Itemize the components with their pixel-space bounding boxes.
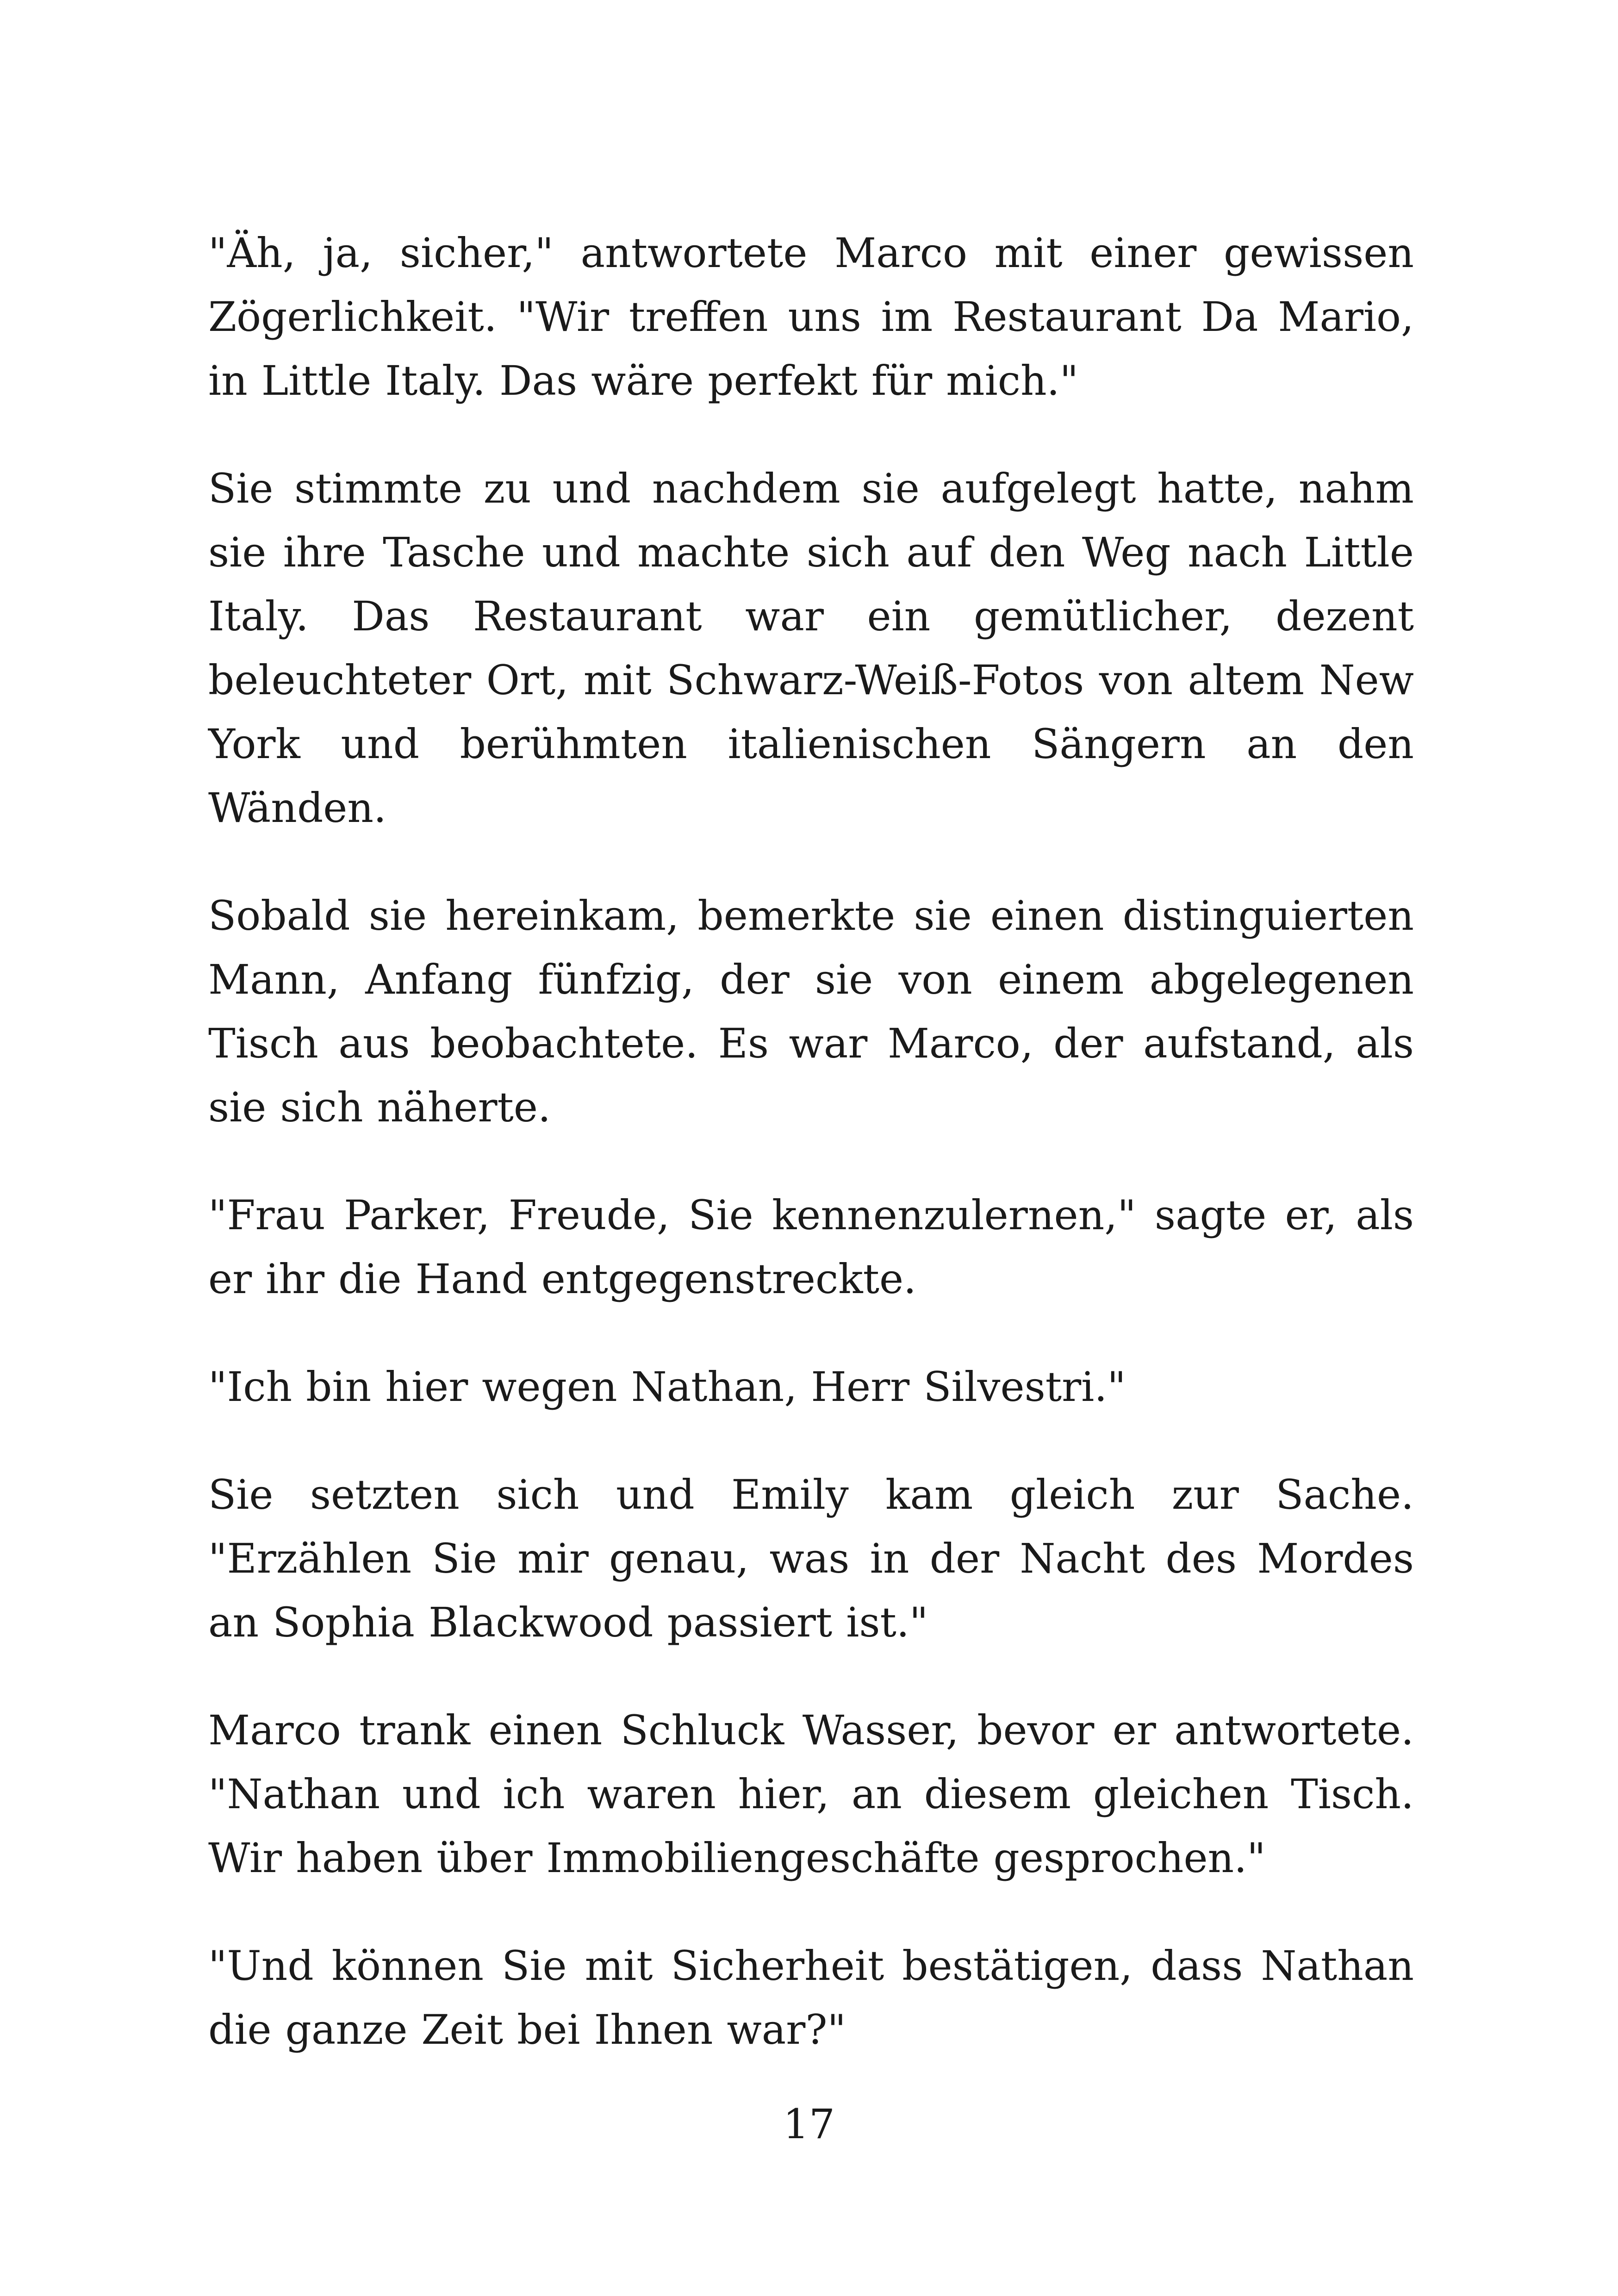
paragraph: "Frau Parker, Freude, Sie kennenzulernen," sagte er, als er ihr die Hand entgegenstreckte. [208,1191,1414,1303]
paragraph: "Und können Sie mit Sicherheit bestätigen, dass Nathan die ganze Zeit bei Ihnen war?" [208,1942,1414,2053]
paragraph: "Ich bin hier wegen Nathan, Herr Silvestri." [208,1363,1126,1411]
page-number: 17 [783,2100,835,2148]
paragraph: Marco trank einen Schluck Wasser, bevor er antwortete. "Nathan und ich waren hier, an diesem gleichen Tisch. Wir haben über Immobiliengeschäfte gesprochen." [208,1706,1414,1882]
paragraph: Sobald sie hereinkam, bemerkte sie einen distinguierten Mann, Anfang fünfzig, der sie von einem abgelegenen Tisch aus beobachtete. Es war Marco, der aufstand, als sie sich näherte. [208,892,1414,1131]
body-text [208,221,1414,2106]
paragraph: "Äh, ja, sicher," antwortete Marco mit einer gewissen Zögerlichkeit. "Wir treffen uns im Restaurant Da Mario, in Little Italy. Das wäre perfekt für mich." [208,229,1414,404]
paragraph: Sie stimmte zu und nachdem sie aufgelegt hatte, nahm sie ihre Tasche und machte sich auf den Weg nach Little Italy. Das Restaurant war ein gemütlicher, dezent beleuchteter Ort, mit Schwarz-Weiß-Fotos von altem New York und berühmten italienischen Sängern an den Wänden. [208,465,1414,832]
paragraph: Sie setzten sich und Emily kam gleich zur Sache. "Erzählen Sie mir genau, was in der Nacht des Mordes an Sophia Blackwood passiert ist." [208,1471,1414,1646]
